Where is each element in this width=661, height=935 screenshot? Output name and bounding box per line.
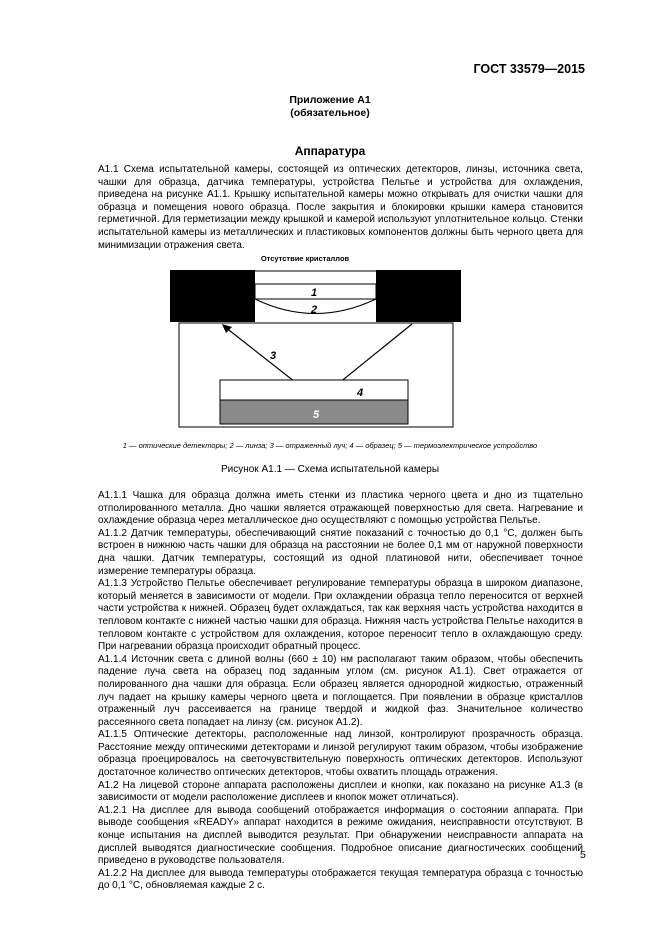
figure-top-label: Отсутствие кристаллов (260, 254, 350, 263)
detector-left (170, 270, 255, 322)
paragraph-a1-2-2: А1.2.2 На дисплее для вывода температуры отображается текущая температура образца с точностью до 0,1 °С, обновляемая каждые 2 с. (98, 867, 583, 892)
figure-legend: 1 — оптические детекторы; 2 — линза; 3 — отраженный луч; 4 — образец; 5 — термоэлектрическое устройство (122, 441, 538, 450)
paragraph-a1-1-3: А1.1.3 Устройство Пельтье обеспечивает регулирование температуры образца в широком диапазоне, который меняется в зависимости от модели. При охлаждении образца тепло переносится от верхней части устройства к нижней. Образец будет охлаждаться, так как верхняя часть устройства находится в тепловом контакте с нижней частью чашки для образца. Нижняя часть устройства Пельтье находится в тепловом контакте с устройством для охлаждения, которое переносит тепло в охлаждающую среду. При нагревании образца происходит обратный процесс. (98, 578, 583, 653)
paragraph-a1-2-1: А1.2.1 На дисплее для вывода сообщений отображается информация о состоянии аппарата. При выводе сообщения «READY» аппарат находится в режиме ожидания, неисправности отсутствуют. В конце испытания на дисплей выводится результат. При обнаружении неисправности аппарата на дисплей выводятся диагностические сообщения. Подробное описание диагностических сообщений приведено в руководстве пользователя. (98, 804, 583, 867)
standard-number: ГОСТ 33579—2015 (473, 62, 585, 76)
detector-right (376, 270, 461, 322)
paragraph-a1-1-1: А1.1.1 Чашка для образца должна иметь стенки из пластика черного цвета и дно из тщательно отполированного металла. Дно чашки является отражающей поверхностью для света. Нагревание и охлаждение образца через металлическое дно осуществляют с помощью устройства Пельтье. (98, 490, 583, 527)
paragraph-a1-1: А1.1 Схема испытательной камеры, состоящей из оптических детекторов, линзы, источника света, чашки для образца, датчика температуры, устройства Пельтье и устройства для охлаждения, приведена на рисунке А1.1. Крышку испытательной камеры можно открывать для очистки чашки для образца и помещения нового образца. После закрытия и блокировки крышки камера становится герметичной. Для герметизации между крышкой и камерой используют уплотнительное кольцо. Стенки испытательной камеры из металлических и пластиковых компонентов должны быть черного цвета для минимизации отражения света. (98, 164, 583, 251)
test-chamber-diagram (160, 252, 470, 442)
label-5: 5 (312, 409, 320, 421)
section-title: Аппаратура (294, 144, 366, 158)
body-text (76, 490, 583, 893)
label-4: 4 (356, 387, 364, 399)
label-1: 1 (310, 287, 318, 299)
intro-paragraph (76, 164, 583, 252)
paragraph-a1-1-2: А1.1.2 Датчик температуры, обеспечивающий снятие показаний с точностью до 0,1 °С, должен быть встроен в нижнюю часть чашки для образца на расстоянии не более 0,1 мм от наружной поверхности дна чашки. Датчик температуры, состоящий из одной платиновой нити, обеспечивает точное измерение температуры образца. (98, 527, 583, 577)
paragraph-a1-2: А1.2 На лицевой стороне аппарата расположены дисплеи и кнопки, как показано на рисунке А1.3 (в зависимости от модели расположение дисплеев и кнопок может отличаться). (98, 779, 583, 804)
figure-caption: Рисунок А1.1 — Схема испытательной камеры (220, 464, 440, 475)
sample (220, 380, 408, 400)
label-3: 3 (269, 350, 277, 362)
appendix-title: Приложение А1 (289, 94, 371, 106)
label-2: 2 (310, 304, 318, 316)
appendix-heading (60, 94, 600, 120)
paragraph-a1-1-5: А1.1.5 Оптические детекторы, расположенные над линзой, контролируют прозрачность образца. Расстояние между оптическими детекторами и линзой регулируют таким образом, чтобы изображение образца проецировалось на светочувствительную поверхность оптических детекторов. Используют достаточное количество оптических детекторов, чтобы охватить площадь отражения. (98, 729, 583, 779)
paragraph-a1-1-4: А1.1.4 Источник света с длиной волны (660 ± 10) нм располагают таким образом, чтобы обеспечить падение луча света на образец под заданным углом (см. рисунок А1.1). Свет отражается от полированного дна чашки для образца. Если образец является однородной жидкостью, отраженный луч падает на крышку камеры черного цвета и поглощается. При появлении в образце кристаллов отраженный луч рассеивается на границе твердой и жидкой фаз. Значительное количество рассеянного света попадает на линзу (см. рисунок А1.2). (98, 653, 583, 728)
page-number: 5 (580, 849, 586, 861)
appendix-status: (обязательное) (290, 107, 370, 119)
